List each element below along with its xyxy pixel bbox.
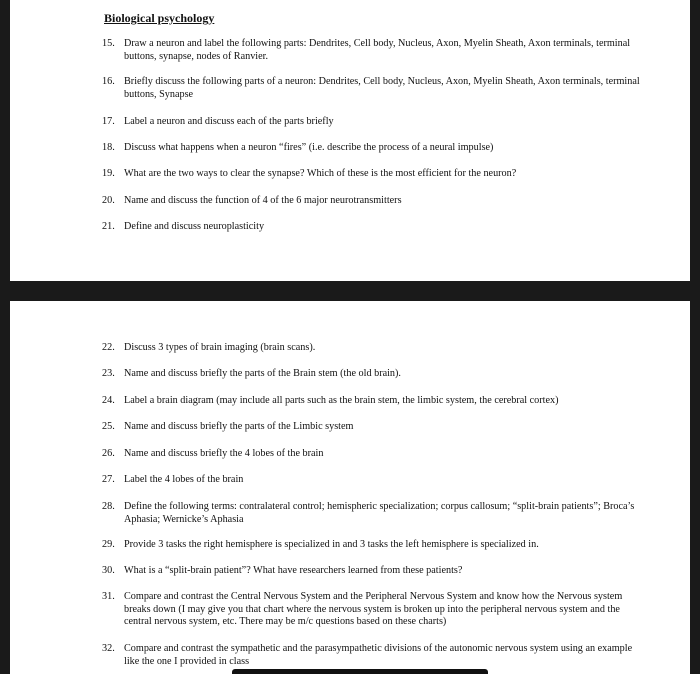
question-item <box>102 474 642 487</box>
question-text: Discuss what happens when a neuron “fires” (i.e. describe the process of a neural impulse) <box>124 142 494 153</box>
question-item <box>102 448 642 461</box>
question-item <box>102 565 642 578</box>
question-number: 29. <box>102 539 115 550</box>
question-text: Name and discuss briefly the parts of the Brain stem (the old brain). <box>124 368 401 379</box>
question-text: Briefly discuss the following parts of a neuron: Dendrites, Cell body, Nucleus, Axon, Myelin Sheath, Axon terminals, terminal buttons, Synapse <box>124 76 640 100</box>
scroll-indicator[interactable] <box>232 669 488 674</box>
question-number: 24. <box>102 395 115 406</box>
section-title: Biological psychology <box>104 11 215 25</box>
question-number: 25. <box>102 421 115 432</box>
question-item <box>102 539 642 552</box>
question-item <box>102 591 642 629</box>
question-text: Label the 4 lobes of the brain <box>124 474 244 485</box>
question-item <box>102 195 642 208</box>
question-number: 21. <box>102 221 115 232</box>
question-item <box>102 501 642 526</box>
page-gap <box>0 281 700 301</box>
question-text: Compare and contrast the sympathetic and the parasympathetic divisions of the autonomic nervous system using an example like the one I provided in class <box>124 643 633 667</box>
question-number: 30. <box>102 565 115 576</box>
question-item <box>102 643 642 668</box>
question-text: Name and discuss briefly the 4 lobes of the brain <box>124 448 324 459</box>
question-text: Name and discuss briefly the parts of the Limbic system <box>124 421 354 432</box>
question-text: Name and discuss the function of 4 of the 6 major neurotransmitters <box>124 195 402 206</box>
question-text: Label a neuron and discuss each of the parts briefly <box>124 116 334 127</box>
question-item <box>102 76 642 101</box>
question-number: 16. <box>102 76 115 87</box>
document-page-1 <box>50 0 650 281</box>
question-number: 28. <box>102 501 115 512</box>
question-text: What is a “split-brain patient”? What have researchers learned from these patients? <box>124 565 463 576</box>
question-item <box>102 142 642 155</box>
question-item <box>102 368 642 381</box>
left-border <box>0 0 10 674</box>
question-text: Label a brain diagram (may include all parts such as the brain stem, the limbic system, the cerebral cortex) <box>124 395 559 406</box>
question-item <box>102 38 642 63</box>
question-item <box>102 421 642 434</box>
document-page-2 <box>50 301 650 674</box>
question-number: 17. <box>102 116 115 127</box>
question-text: Discuss 3 types of brain imaging (brain scans). <box>124 342 316 353</box>
question-number: 15. <box>102 38 115 49</box>
question-text: What are the two ways to clear the synapse? Which of these is the most efficient for the neuron? <box>124 168 517 179</box>
question-number: 19. <box>102 168 115 179</box>
question-number: 27. <box>102 474 115 485</box>
question-number: 31. <box>102 591 115 602</box>
question-text: Provide 3 tasks the right hemisphere is specialized in and 3 tasks the left hemisphere is specialized in. <box>124 539 539 550</box>
question-item <box>102 168 642 181</box>
question-number: 26. <box>102 448 115 459</box>
question-number: 23. <box>102 368 115 379</box>
question-item <box>102 116 642 129</box>
question-item <box>102 395 642 408</box>
question-text: Define and discuss neuroplasticity <box>124 221 265 232</box>
question-number: 22. <box>102 342 115 353</box>
question-text: Define the following terms: contralateral control; hemispheric specialization; corpus callosum; “split-brain patients”; Broca’s Aphasia; Wernicke’s Aphasia <box>124 501 635 525</box>
question-number: 32. <box>102 643 115 654</box>
question-text: Compare and contrast the Central Nervous System and the Peripheral Nervous System and know how the Nervous system breaks down (I may give you that chart where the nervous system is broken up into the peripheral nervous system and the central nervous system, etc. There may be m/c questions based on these charts) <box>124 591 623 627</box>
question-number: 20. <box>102 195 115 206</box>
question-item <box>102 342 642 355</box>
question-item <box>102 221 642 234</box>
question-number: 18. <box>102 142 115 153</box>
question-text: Draw a neuron and label the following parts: Dendrites, Cell body, Nucleus, Axon, Myelin Sheath, Axon terminals, terminal buttons, synapse, nodes of Ranvier. <box>124 38 631 62</box>
right-border <box>690 0 700 674</box>
